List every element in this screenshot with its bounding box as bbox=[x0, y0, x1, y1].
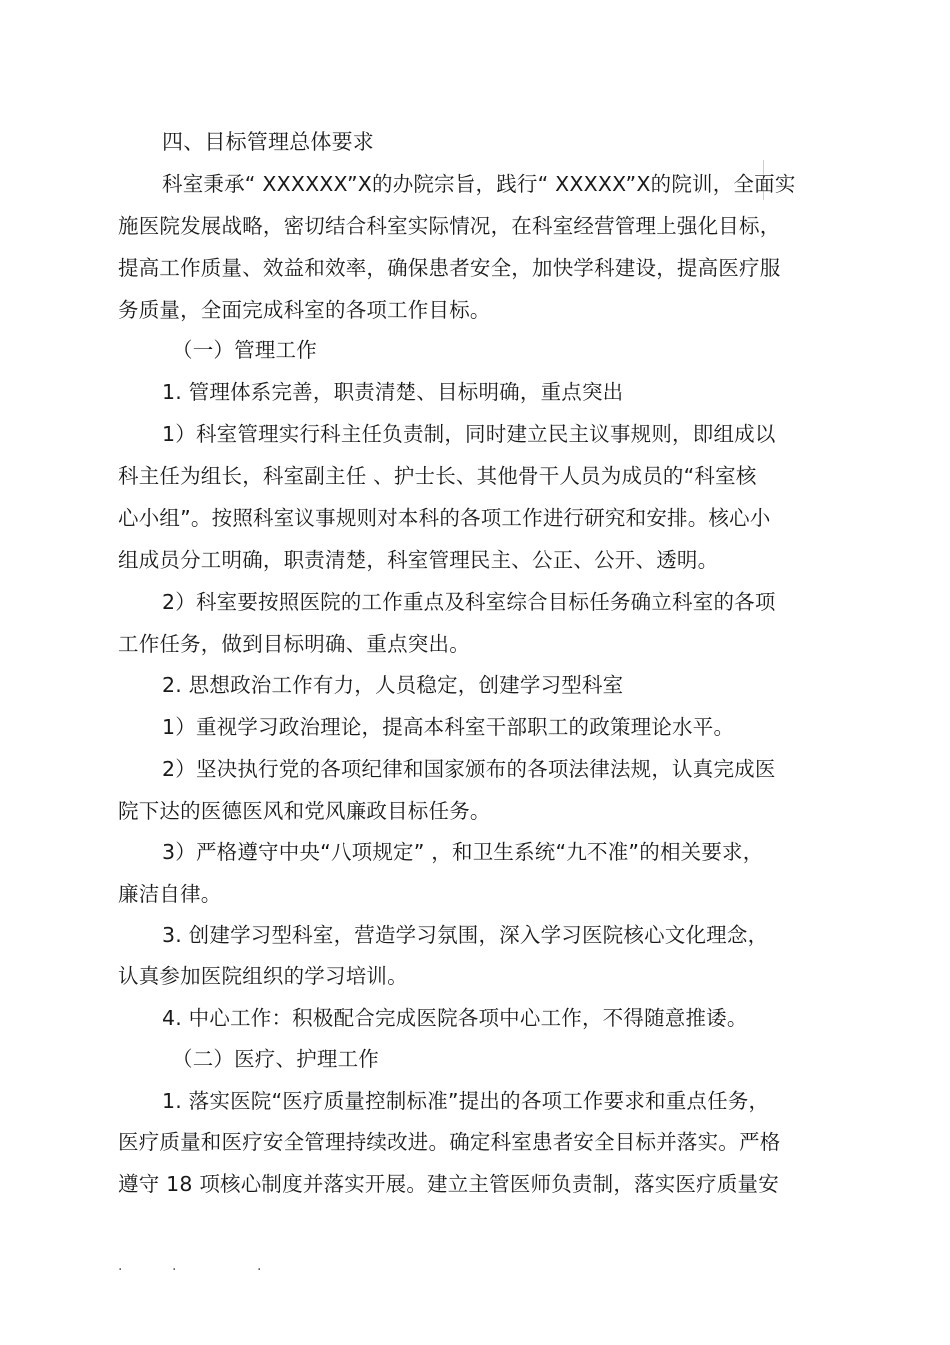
paragraph-line: 2）坚决执行党的各项纪律和国家颁布的各项法律法规，认真完成医 bbox=[162, 757, 776, 781]
paragraph-line: 组成员分工明确，职责清楚，科室管理民主、公正、公开、透明。 bbox=[118, 548, 719, 572]
footer-mark: . bbox=[257, 1258, 262, 1274]
paragraph-line: 廉洁自律。 bbox=[118, 882, 222, 906]
paragraph-line: 科主任为组长，科室副主任 、护士长、其他骨干人员为成员的“科室核 bbox=[118, 464, 757, 488]
footer-mark: . bbox=[118, 1258, 123, 1274]
paragraph-line: 医疗质量和医疗安全管理持续改进。确定科室患者安全目标并落实。严格 bbox=[118, 1130, 781, 1154]
footer-marks bbox=[118, 1258, 261, 1274]
paragraph-line: 心小组”。按照科室议事规则对本科的各项工作进行研究和安排。核心小 bbox=[118, 506, 771, 530]
subsection-heading: （二）医疗、护理工作 bbox=[172, 1047, 379, 1071]
paragraph-line: 3. 创建学习型科室，营造学习氛围，深入学习医院核心文化理念， bbox=[162, 923, 769, 947]
paragraph-line: 提高工作质量、效益和效率，确保患者安全，加快学科建设，提高医疗服 bbox=[118, 256, 781, 280]
paragraph-line: 务质量，全面完成科室的各项工作目标。 bbox=[118, 298, 491, 322]
section-heading: 四、目标管理总体要求 bbox=[162, 130, 374, 154]
paragraph-line: 3）严格遵守中央“八项规定” ，和卫生系统“九不准”的相关要求， bbox=[162, 840, 764, 864]
paragraph-line: 施医院发展战略，密切结合科室实际情况，在科室经营管理上强化目标， bbox=[118, 214, 781, 238]
paragraph-line: 1）重视学习政治理论，提高本科室干部职工的政策理论水平。 bbox=[162, 715, 735, 739]
paragraph-line: 2）科室要按照医院的工作重点及科室综合目标任务确立科室的各项 bbox=[162, 590, 776, 614]
paragraph-line: 认真参加医院组织的学习培训。 bbox=[118, 964, 408, 988]
paragraph-line: 工作任务，做到目标明确、重点突出。 bbox=[118, 632, 470, 656]
paragraph-line: 院下达的医德医风和党风廉政目标任务。 bbox=[118, 799, 491, 823]
paragraph-line: 1. 落实医院“医疗质量控制标准”提出的各项工作要求和重点任务， bbox=[162, 1089, 770, 1113]
paragraph-line: 4. 中心工作：积极配合完成医院各项中心工作，不得随意推诿。 bbox=[162, 1006, 748, 1030]
paragraph-line: 科室秉承“ XXXXXX”X的办院宗旨，践行“ XXXXX”X的院训，全面实 bbox=[162, 172, 796, 196]
paragraph-line: 遵守 18 项核心制度并落实开展。建立主管医师负责制，落实医疗质量安 bbox=[118, 1172, 779, 1196]
paragraph-line: 1. 管理体系完善，职责清楚、目标明确，重点突出 bbox=[162, 380, 624, 404]
paragraph-line: 1）科室管理实行科主任负责制，同时建立民主议事规则，即组成以 bbox=[162, 422, 776, 446]
paragraph-line: 2. 思想政治工作有力，人员稳定，创建学习型科室 bbox=[162, 673, 624, 697]
subsection-heading: （一）管理工作 bbox=[172, 338, 317, 362]
footer-mark: . bbox=[172, 1258, 177, 1274]
